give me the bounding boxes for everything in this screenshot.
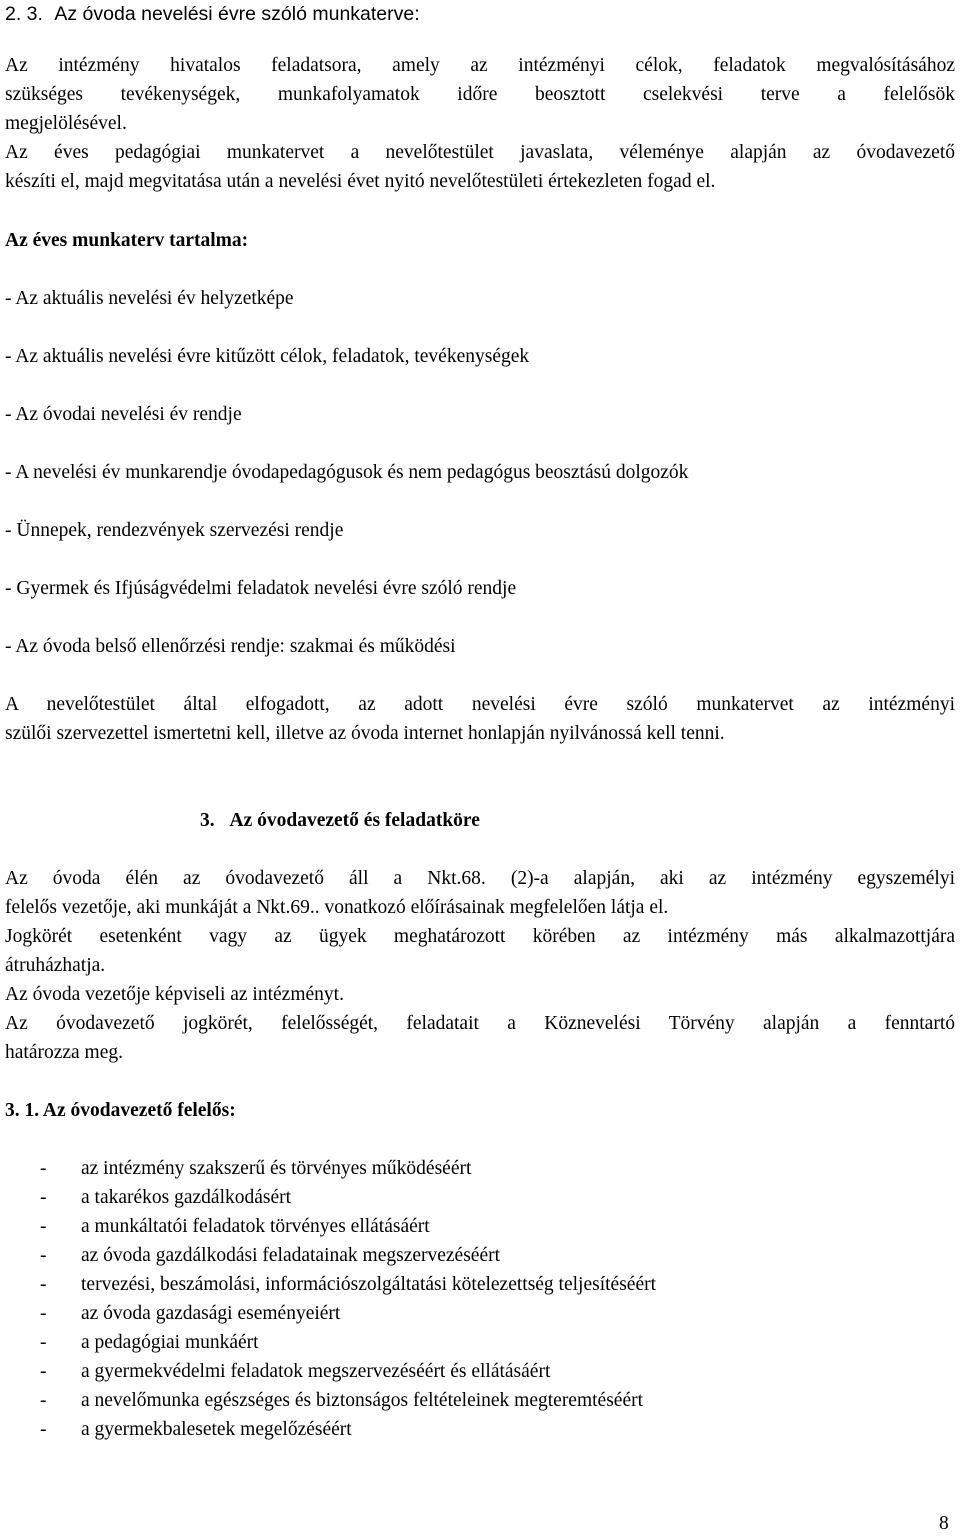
list-item: - Gyermek és Ifjúságvédelmi feladatok nevelési évre szóló rendje bbox=[5, 578, 517, 599]
paragraph-line: felelős vezetője, aki munkáját a Nkt.69.. vonatkozó előírásainak megfelelően látja el. bbox=[5, 897, 669, 918]
list-item-text: a pedagógiai munkáért bbox=[81, 1332, 259, 1353]
section-heading-number: 2. 3. bbox=[5, 3, 43, 25]
paragraph-line: Az óvoda élén az óvodavezető áll a Nkt.68. (2)-a alapján, aki az intézmény egyszemélyi bbox=[5, 868, 955, 889]
list-item: - Az óvoda belső ellenőrzési rendje: szakmai és működési bbox=[5, 636, 456, 657]
list-item: - Az aktuális nevelési év helyzetképe bbox=[5, 288, 294, 309]
dash-bullet: - bbox=[40, 1303, 47, 1324]
paragraph-line: szülői szervezettel ismertetni kell, illetve az óvoda internet honlapján nyilvánossá kell tenni. bbox=[5, 723, 725, 744]
page-number: 8 bbox=[939, 1513, 949, 1534]
paragraph-line: szükséges tevékenységek, munkafolyamatok időre beosztott cselekvési terve a felelősök bbox=[5, 84, 955, 105]
list-item-text: az intézmény szakszerű és törvényes működéséért bbox=[81, 1158, 472, 1179]
dash-bullet: - bbox=[40, 1361, 47, 1382]
list-item: - Ünnepek, rendezvények szervezési rendje bbox=[5, 520, 344, 541]
list-item-text: a takarékos gazdálkodásért bbox=[81, 1187, 292, 1208]
paragraph-line: Az intézmény hivatalos feladatsora, amely az intézményi célok, feladatok megvalósításához bbox=[5, 55, 955, 76]
list-item: - Az óvodai nevelési év rendje bbox=[5, 404, 242, 425]
paragraph-line: Az óvodavezető jogkörét, felelősségét, feladatait a Köznevelési Törvény alapján a fenntartó bbox=[5, 1013, 955, 1034]
paragraph-line: megjelölésével. bbox=[5, 113, 127, 134]
paragraph-line: készíti el, majd megvitatása után a nevelési évet nyitó nevelőtestületi értekezleten fogad el. bbox=[5, 171, 716, 192]
paragraph-line: határozza meg. bbox=[5, 1042, 124, 1063]
paragraph-line: Jogkörét esetenként vagy az ügyek meghatározott körében az intézmény más alkalmazottjára bbox=[5, 926, 955, 947]
list-item-text: az óvoda gazdasági eseményeiért bbox=[81, 1303, 341, 1324]
list-item-text: a nevelőmunka egészséges és biztonságos feltételeinek megteremtéséért bbox=[81, 1390, 644, 1411]
dash-bullet: - bbox=[40, 1332, 47, 1353]
dash-bullet: - bbox=[40, 1274, 47, 1295]
paragraph-line: Az óvoda vezetője képviseli az intézményt. bbox=[5, 984, 344, 1005]
subsection-heading: 3. 1. Az óvodavezető felelős: bbox=[5, 1100, 236, 1121]
dash-bullet: - bbox=[40, 1390, 47, 1411]
paragraph-line: Az éves pedagógiai munkatervet a nevelőtestület javaslata, véleménye alapján az óvodavezető bbox=[5, 142, 955, 163]
dash-bullet: - bbox=[40, 1158, 47, 1179]
section-3-number: 3. bbox=[200, 810, 215, 831]
dash-bullet: - bbox=[40, 1187, 47, 1208]
section-heading bbox=[5, 3, 420, 26]
dash-bullet: - bbox=[40, 1419, 47, 1440]
list-item: - A nevelési év munkarendje óvodapedagógusok és nem pedagógus beosztású dolgozók bbox=[5, 462, 689, 483]
paragraph-line: átruházhatja. bbox=[5, 955, 106, 976]
section-heading-title: Az óvoda nevelési évre szóló munkaterve: bbox=[54, 3, 420, 25]
list-item-text: az óvoda gazdálkodási feladatainak megszervezéséért bbox=[81, 1245, 501, 1266]
section-3-heading bbox=[200, 810, 480, 832]
dash-bullet: - bbox=[40, 1245, 47, 1266]
list-item-text: tervezési, beszámolási, információszolgáltatási kötelezettség teljesítéséért bbox=[81, 1274, 657, 1295]
paragraph-line: A nevelőtestület által elfogadott, az adott nevelési évre szóló munkatervet az intézményi bbox=[5, 694, 955, 715]
dash-bullet: - bbox=[40, 1216, 47, 1237]
list-item-text: a gyermekbalesetek megelőzéséért bbox=[81, 1419, 352, 1440]
list-item-text: a gyermekvédelmi feladatok megszervezéséért és ellátásáért bbox=[81, 1361, 551, 1382]
list-item-text: a munkáltatói feladatok törvényes ellátásáért bbox=[81, 1216, 430, 1237]
content-heading: Az éves munkaterv tartalma: bbox=[5, 230, 249, 251]
section-3-title: Az óvodavezető és feladatköre bbox=[229, 810, 480, 831]
list-item: - Az aktuális nevelési évre kitűzött célok, feladatok, tevékenységek bbox=[5, 346, 530, 367]
